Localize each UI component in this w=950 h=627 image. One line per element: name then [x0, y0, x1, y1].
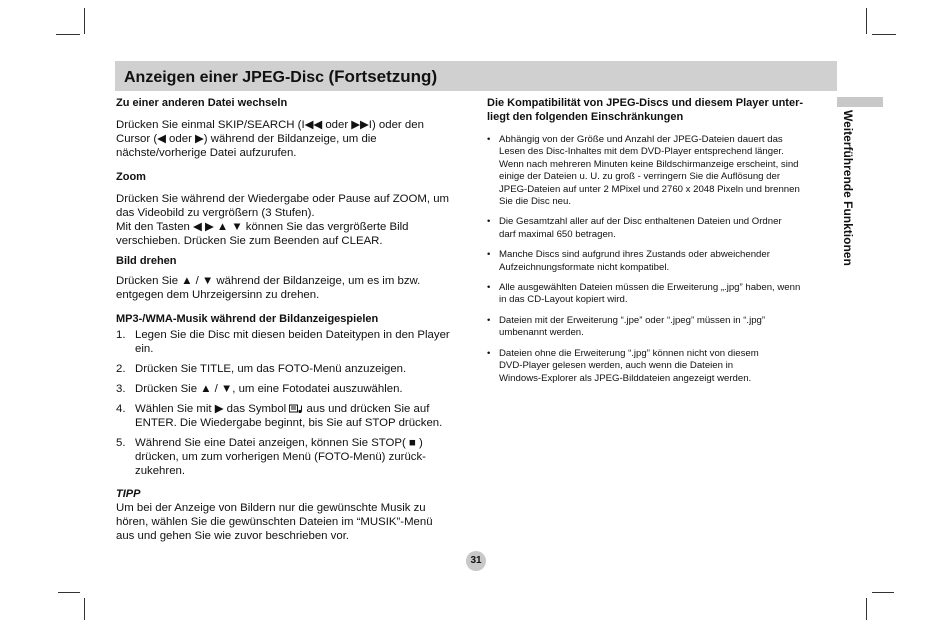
- step-number: 3.: [116, 383, 126, 395]
- bullet-line: Die Gesamtzahl aller auf der Disc enthaltenen Dateien und Ordner: [499, 216, 782, 228]
- section-heading: Bild drehen: [116, 255, 177, 267]
- list-item: [487, 249, 833, 274]
- bullet-line: Dateien ohne die Erweiterung “.jpg” können nicht von diesem: [499, 347, 759, 359]
- page-number: 31: [466, 551, 486, 571]
- paragraph-line: Mit den Tasten ◀ ▶ ▲ ▼ können Sie das vergrößerte Bild: [116, 221, 409, 233]
- bullet-line: Dateien mit der Erweiterung “.jpe” oder “.jpeg” müssen in “.jpg”: [499, 314, 766, 326]
- paragraph-line: Drücken Sie einmal SKIP/SEARCH (I◀◀ oder ▶▶I) oder den: [116, 119, 424, 131]
- step-number: 2.: [116, 363, 126, 375]
- list-item: [116, 328, 468, 356]
- bullet-line: umbenannt werden.: [499, 327, 584, 339]
- section-heading: Zu einer anderen Datei wechseln: [116, 97, 288, 109]
- step-line: drücken, um zum vorherigen Menü (FOTO-Menü) zurück-: [135, 451, 426, 463]
- paragraph-line: Drücken Sie ▲ / ▼ während der Bildanzeige, um es im bzw.: [116, 275, 421, 287]
- steps-list: [116, 328, 468, 478]
- paragraph-line: das Videobild zu vergrößern (3 Stufen).: [116, 207, 315, 219]
- list-item: [487, 216, 833, 241]
- crop-mark: [866, 598, 867, 620]
- step-line: Drücken Sie ▲ / ▼, um eine Fotodatei auszuwählen.: [135, 383, 403, 395]
- side-label-text: Weiterführende Funktionen: [841, 110, 855, 266]
- bullet-line: Lesen des Disc-Inhaltes mit dem DVD-Player entsprechend länger.: [499, 146, 784, 158]
- crop-mark: [56, 34, 80, 35]
- step-line: Wählen Sie mit ▶ das Symbol: [135, 403, 290, 415]
- list-item: [116, 436, 468, 478]
- step-line: Während Sie eine Datei anzeigen, können Sie STOP( ■ ): [135, 437, 423, 449]
- list-item: [487, 282, 833, 307]
- list-item: [116, 382, 468, 396]
- paragraph-line: aus und gehen Sie wie zuvor beschrieben vor.: [116, 530, 350, 542]
- paragraph-line: Cursor (◀ oder ▶) während der Bildanzeige, um die: [116, 133, 377, 145]
- bullet-line: Windows-Explorer als JPEG-Bilddateien angezeigt werden.: [499, 372, 752, 384]
- step-number: 1.: [116, 329, 126, 341]
- section-heading: Die Kompatibilität von JPEG-Discs und diesem Player unter-: [487, 97, 804, 109]
- side-label: [838, 110, 858, 290]
- crop-mark: [872, 592, 894, 593]
- step-line: Drücken Sie TITLE, um das FOTO-Menü anzuzeigen.: [135, 363, 407, 375]
- paragraph-line: hören, wählen Sie die gewünschten Dateien im “MUSIK”-Menü: [116, 516, 433, 528]
- title-bar: [115, 61, 837, 91]
- crop-mark: [58, 592, 80, 593]
- bullet-line: Alle ausgewählten Dateien müssen die Erweiterung „.jpg” haben, wenn: [499, 282, 801, 294]
- step-line: ein.: [135, 343, 154, 355]
- left-column: [116, 96, 468, 543]
- list-item: [116, 362, 468, 376]
- bullet-line: in das CD-Layout kopiert wird.: [499, 294, 628, 306]
- list-item: [487, 348, 833, 385]
- paragraph-line: entgegen dem Uhrzeigersinn zu drehen.: [116, 289, 320, 301]
- bullet-line: JPEG-Dateien auf unter 2 MPixel und 2760 x 2048 Pixeln und brennen: [499, 183, 800, 195]
- crop-mark: [84, 8, 85, 34]
- bullet-line: einige der Dateien u. U. zu groß - verringern Sie die Auflösung der: [499, 171, 781, 183]
- bullet-line: Aufzeichnungsformate nicht kompatibel.: [499, 261, 670, 273]
- bullet-line: DVD-Player gelesen werden, auch wenn die Dateien in: [499, 360, 734, 372]
- paragraph-line: nächste/vorherige Datei aufzurufen.: [116, 147, 297, 159]
- page-title: [124, 67, 437, 87]
- restrictions-list: [487, 134, 833, 385]
- bullet-line: darf maximal 650 betragen.: [499, 228, 616, 240]
- section-heading: MP3-/WMA-Musik während der Bildanzeigespielen: [116, 313, 379, 325]
- crop-mark: [866, 8, 867, 34]
- side-tab-bar: [837, 97, 883, 107]
- music-photo-icon: [289, 404, 303, 414]
- step-line: Legen Sie die Disc mit diesen beiden Dateitypen in den Player: [135, 329, 450, 341]
- crop-mark: [84, 598, 85, 620]
- step-line: ENTER. Die Wiedergabe beginnt, bis Sie auf STOP drücken.: [135, 417, 443, 429]
- list-item: [487, 134, 833, 208]
- crop-mark: [872, 34, 896, 35]
- step-number: 5.: [116, 437, 126, 449]
- bullet-line: Manche Discs sind aufgrund ihres Zustands oder abweichender: [499, 249, 770, 261]
- section-heading: Zoom: [116, 171, 146, 183]
- bullet-line: Wenn nach mehreren Minuten keine Bildschirmanzeige erscheint, sind: [499, 158, 799, 170]
- step-line: zukehren.: [135, 465, 186, 477]
- bullet-line: Abhängig von der Größe und Anzahl der JPEG-Dateien dauert das: [499, 134, 783, 145]
- list-item: [116, 402, 468, 430]
- title-subtitle: (Fortsetzung): [328, 67, 438, 86]
- step-number: 4.: [116, 403, 126, 415]
- paragraph-line: verschieben. Drücken Sie zum Beenden auf CLEAR.: [116, 235, 383, 247]
- bullet-line: Sie die Disc neu.: [499, 196, 571, 208]
- section-heading: liegt den folgenden Einschränkungen: [487, 111, 684, 123]
- step-line: aus und drücken Sie auf: [303, 403, 430, 415]
- title-main: Anzeigen einer JPEG-Disc: [124, 69, 325, 86]
- list-item: [487, 315, 833, 340]
- paragraph-line: Drücken Sie während der Wiedergabe oder Pause auf ZOOM, um: [116, 193, 450, 205]
- right-column: [487, 96, 833, 393]
- paragraph-line: Um bei der Anzeige von Bildern nur die gewünschte Musik zu: [116, 502, 426, 514]
- tipp-heading: TIPP: [116, 488, 141, 500]
